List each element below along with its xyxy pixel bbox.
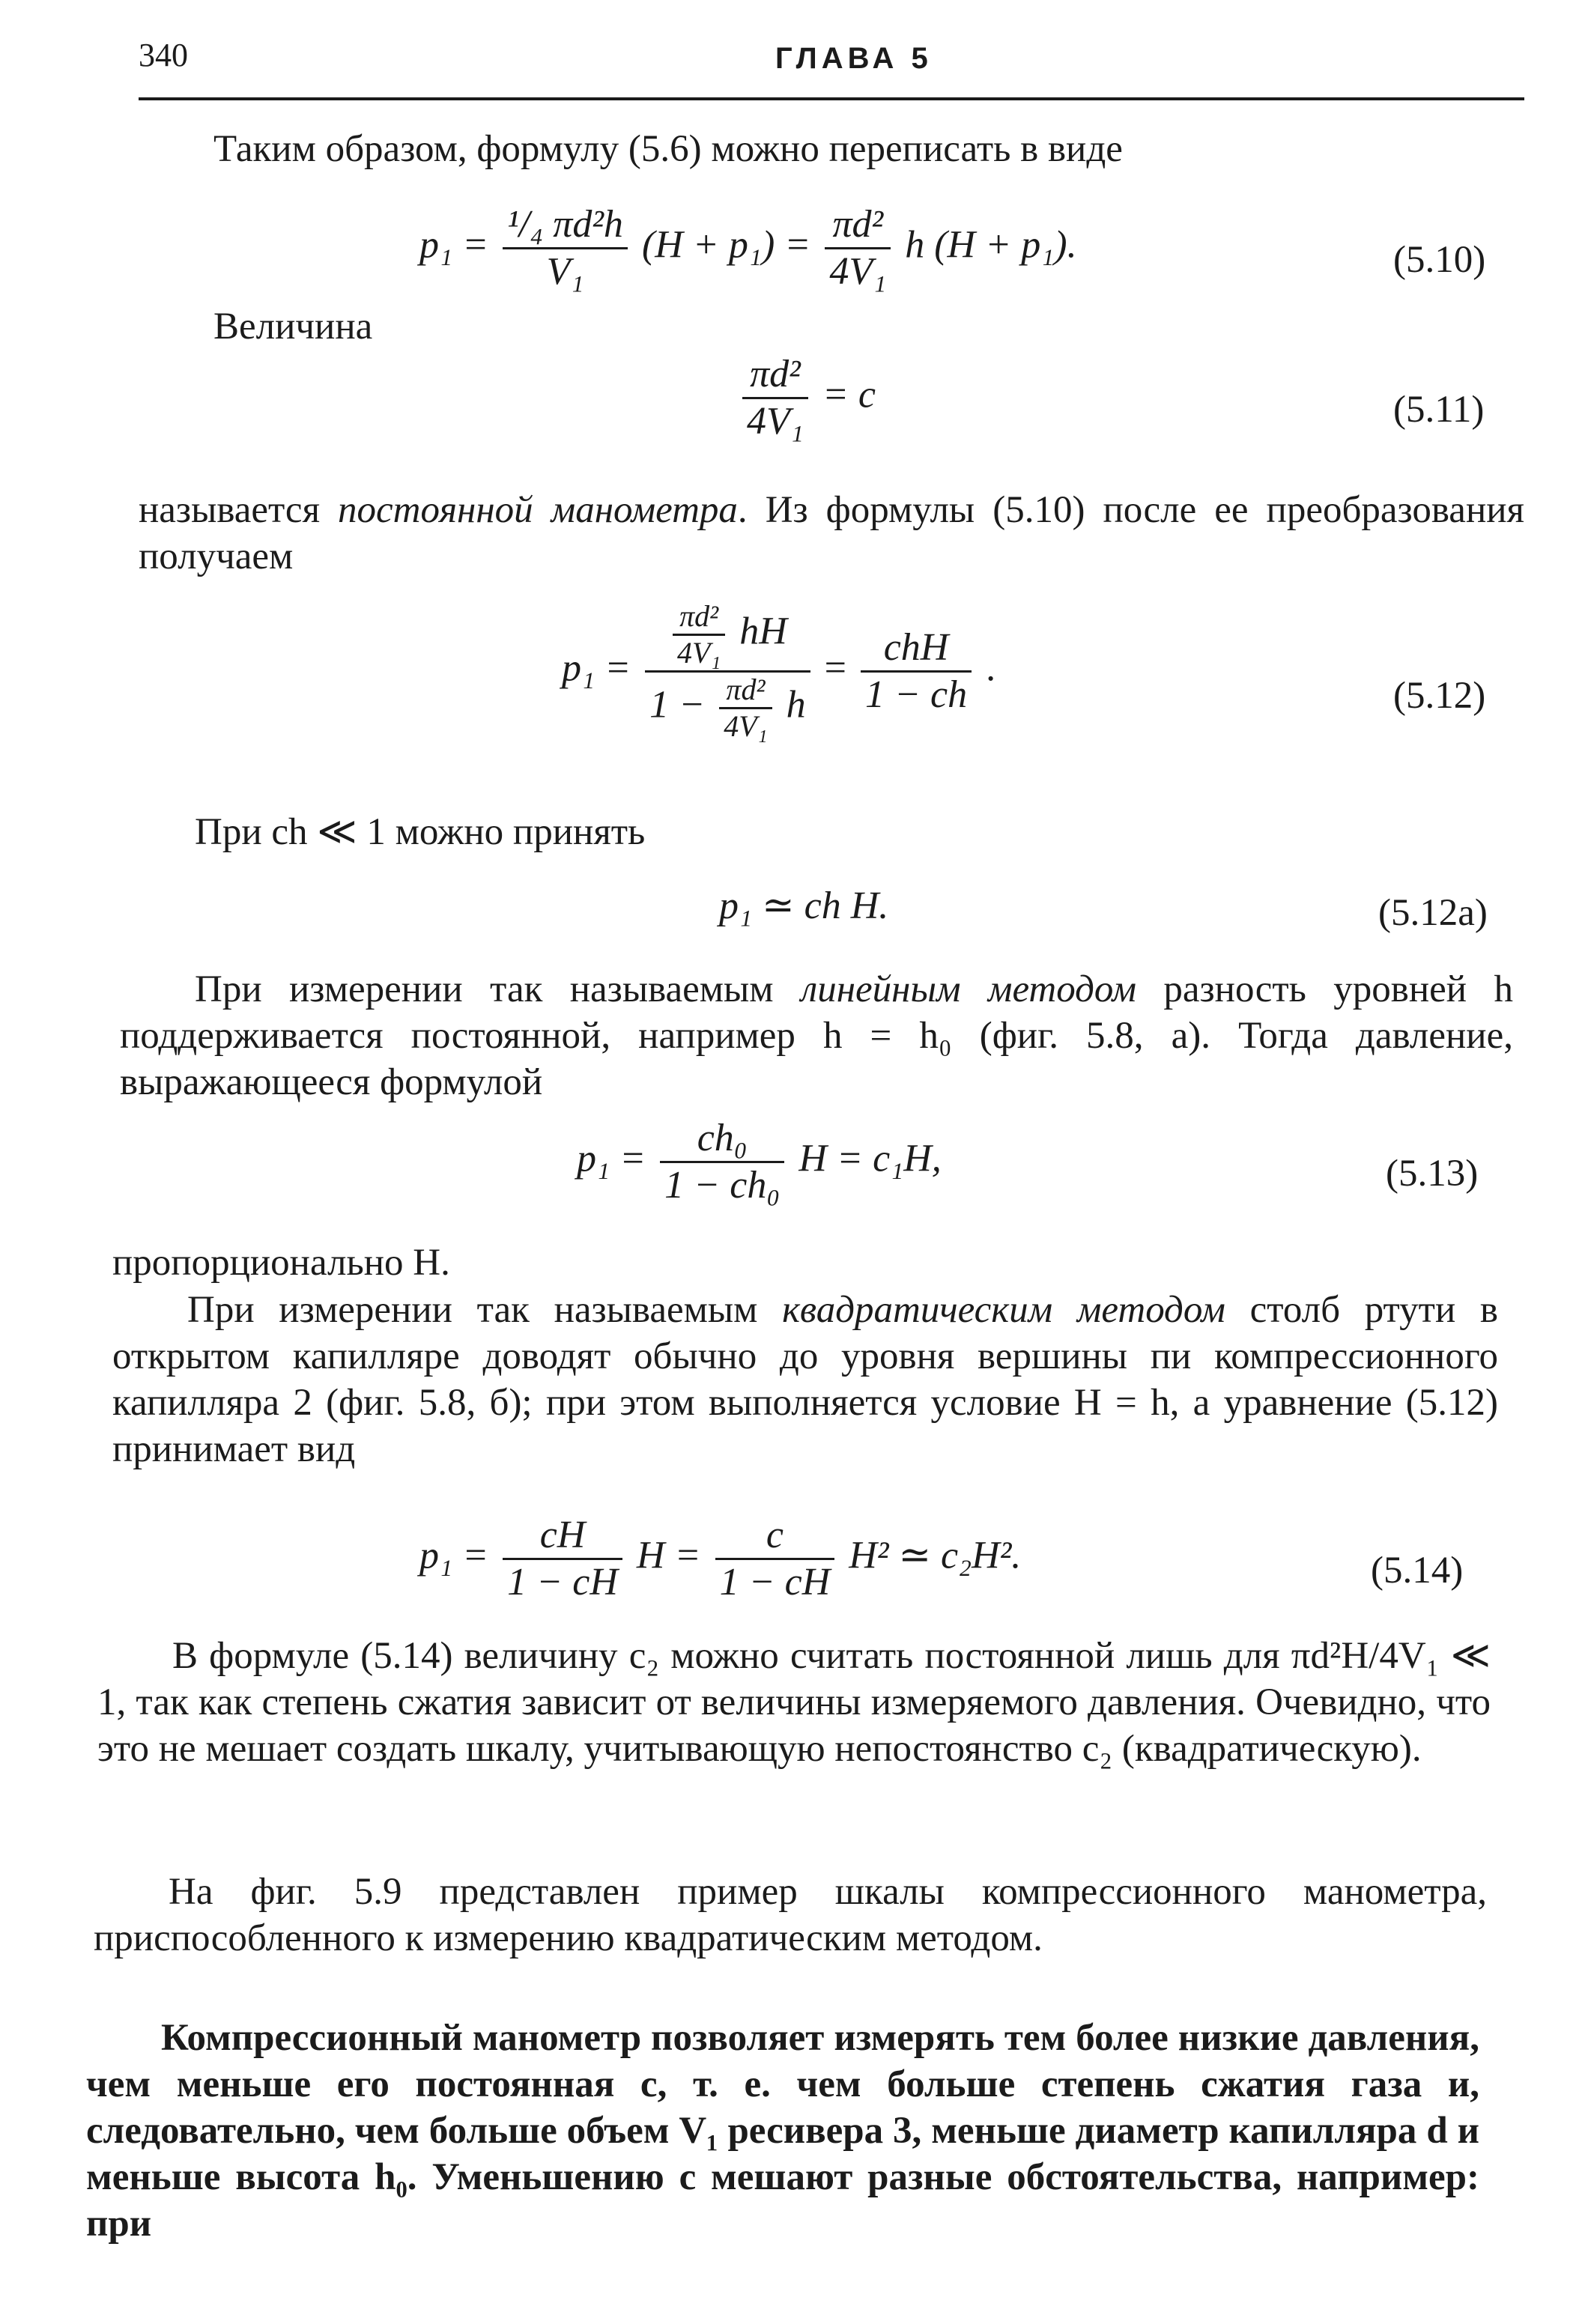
text: . Из формулы (5.10) после ее преобразования получаем — [139, 489, 1524, 577]
numerator-tail: hH — [739, 610, 787, 653]
equation-5-10 — [419, 202, 1077, 294]
fraction — [825, 202, 891, 294]
compound-numerator — [645, 599, 810, 673]
compound-fraction — [645, 599, 810, 744]
denominator: 1 − ch₀ — [664, 1164, 781, 1207]
equation-number: (5.14) — [1371, 1550, 1464, 1592]
denominator: 1 − ch — [864, 673, 968, 716]
paragraph-1: Таким образом, формулу (5.6) можно переписать в виде — [213, 128, 1123, 170]
numerator: chH — [861, 625, 972, 673]
denominator-tail: h — [786, 683, 806, 726]
eq-lhs: p₁ = — [577, 1137, 646, 1180]
equation-number: (5.12) — [1393, 675, 1486, 717]
fraction — [742, 352, 808, 444]
equation-5-14 — [419, 1513, 1021, 1605]
text: При измерении так называемым — [195, 968, 801, 1010]
paragraph-9: На фиг. 5.9 представлен пример шкалы компрессионного манометра, приспособленного к измерению квадратическим методом. — [94, 1871, 1487, 1959]
page-header — [139, 28, 1524, 103]
eq-lhs: p₁ = — [562, 646, 631, 690]
eq-middle: (H + p₁) = — [641, 223, 811, 267]
denominator: V₁ — [546, 250, 584, 293]
compound-denominator — [645, 673, 810, 744]
paragraph-2: Величина — [213, 306, 373, 348]
chapter-title: ГЛАВА 5 — [775, 42, 933, 75]
denominator: 1 − cH — [507, 1561, 618, 1604]
denominator: 4V₁ — [724, 709, 768, 743]
emphasis: линейным методом — [800, 968, 1136, 1010]
fraction — [660, 1116, 784, 1208]
equation-number: (5.11) — [1393, 389, 1485, 431]
numerator: cH — [503, 1513, 622, 1560]
equation-5-13 — [577, 1116, 942, 1208]
equals-sign: = — [824, 646, 846, 690]
text: разность уровней h поддерживается постоянной, например h = h₀ (фиг. 5.8, а). Тогда давление, выражающееся формулой — [120, 968, 1513, 1103]
text: называется — [139, 489, 339, 531]
denominator: 1 − cH — [719, 1561, 831, 1604]
fraction — [673, 599, 725, 670]
fraction — [503, 1513, 622, 1605]
numerator: πd² — [742, 352, 808, 399]
emphasis: квадратическим методом — [782, 1289, 1225, 1331]
paragraph-5 — [120, 966, 1513, 1105]
eq-tail: = c — [822, 373, 876, 416]
eq-middle: H = — [636, 1534, 701, 1577]
denominator: 4V₁ — [829, 250, 887, 293]
paragraph-8: В формуле (5.14) величину c₂ можно считать постоянной лишь для πd²H/4V₁ ≪ 1, так как степень сжатия зависит от величины измеряемого давления. Очевидно, что это не мешает создать шкалу, учитывающую непостоянство c₂ (квадратическую). — [97, 1635, 1491, 1770]
denominator: 4V₁ — [676, 636, 721, 670]
paragraph-10: Компрессионный манометр позволяет измерять тем более низкие давления, чем меньше его постоянная c, т. е. чем больше степень сжатия газа и, следовательно, чем больше объем V₁ ресивера 3, меньше диаметр капилляра d и меньше высота h₀. Уменьшению c мешают разные обстоятельства, например: при — [86, 2017, 1479, 2245]
eq-lhs: p₁ = — [419, 1534, 489, 1577]
equation-5-12 — [562, 599, 995, 744]
numerator: ch₀ — [660, 1116, 784, 1163]
equation-number: (5.13) — [1386, 1153, 1479, 1195]
fraction — [503, 202, 628, 294]
numerator: c — [715, 1513, 835, 1560]
numerator: πd² — [673, 599, 725, 636]
text: столб ртути в открытом капилляре доводят обычно до уровня вершины пи компрессионного капилляра 2 (фиг. 5.8, б); при этом выполняется условие H = h, а уравнение (5.12) принимает вид — [112, 1289, 1498, 1470]
eq-tail: h (H + p₁). — [905, 223, 1077, 267]
page-number: 340 — [139, 37, 188, 73]
numerator: πd² — [825, 202, 891, 249]
eq-tail: . — [986, 646, 996, 690]
fraction — [719, 673, 772, 744]
equation-number: (5.10) — [1393, 239, 1486, 281]
paragraph-7 — [112, 1287, 1498, 1472]
paragraph-3 — [139, 487, 1524, 580]
fraction — [861, 625, 972, 717]
eq-lhs: p₁ = — [419, 223, 489, 267]
numerator: πd² — [719, 673, 772, 709]
paragraph-6: пропорционально H. — [112, 1242, 450, 1284]
eq-tail: H² ≃ c₂H². — [849, 1534, 1022, 1577]
denominator-prefix: 1 − — [649, 683, 706, 726]
text: При измерении так называемым — [187, 1289, 783, 1331]
equation-number: (5.12a) — [1378, 892, 1488, 934]
paragraph-4: При ch ≪ 1 можно принять — [195, 811, 646, 853]
equation-5-11 — [738, 352, 876, 444]
numerator: ¹/₄ πd²h — [503, 202, 628, 249]
emphasis: постоянной манометра — [338, 489, 738, 531]
eq-tail: H = c₁H, — [798, 1137, 942, 1180]
fraction — [715, 1513, 835, 1605]
denominator: 4V₁ — [747, 400, 804, 443]
equation-5-12a: p₁ ≃ ch H. — [719, 885, 889, 927]
header-rule — [139, 97, 1524, 100]
